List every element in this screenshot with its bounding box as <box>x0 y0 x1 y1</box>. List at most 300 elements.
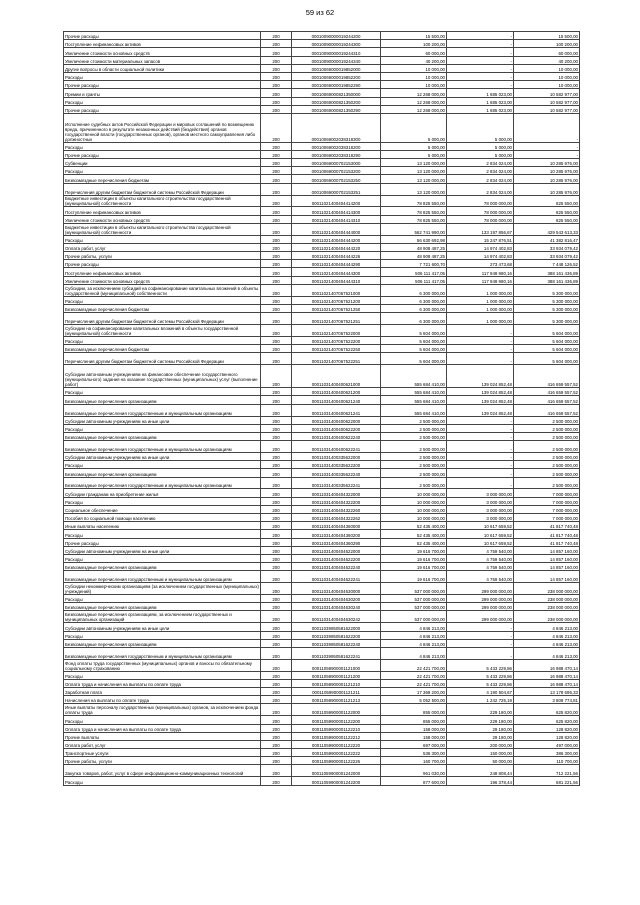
row-remaining: 5 604 000,00 <box>514 324 580 336</box>
row-approved: 78 825 550,00 <box>381 215 447 223</box>
row-budget-code: 00011021400404444300 <box>292 268 381 276</box>
row-executed: 117 949 980,16 <box>447 268 514 276</box>
table-row <box>64 432 580 440</box>
row-code: 200 <box>261 89 292 97</box>
row-code: 200 <box>261 64 292 72</box>
row-budget-code: 00010069000019852290 <box>292 81 381 89</box>
row-code: 200 <box>261 530 292 538</box>
row-approved: 19 616 700,00 <box>381 554 447 562</box>
row-remaining: 13 178 695,33 <box>514 688 580 696</box>
table-row <box>64 595 580 603</box>
row-executed: 29 180,00 <box>447 732 514 740</box>
row-executed: 299 000 000,00 <box>447 603 514 611</box>
row-code: 200 <box>261 396 292 404</box>
row-executed: 3 000 000,00 <box>447 505 514 513</box>
row-name: Увеличение стоимости основных средств <box>64 48 261 56</box>
row-budget-code: 00011031400400622241 <box>292 441 381 453</box>
row-budget-code: 00010090000019244310 <box>292 48 381 56</box>
row-executed: 15 247 876,51 <box>447 235 514 243</box>
row-budget-code: 00011059900001122222 <box>292 749 381 757</box>
row-name: Субсидии гражданам на приобретение жилья <box>64 489 261 497</box>
row-executed: - <box>447 424 514 432</box>
row-code: 200 <box>261 81 292 89</box>
row-approved: 22 421 700,00 <box>381 679 447 687</box>
row-remaining: 712 221,56 <box>514 765 580 777</box>
row-remaining: 238 000 000,00 <box>514 595 580 603</box>
row-name: Расходы <box>64 167 261 175</box>
row-approved: 537 000 000,00 <box>381 595 447 603</box>
row-code: 200 <box>261 243 292 251</box>
table-row <box>64 324 580 336</box>
row-budget-code: 00011021407067522200 <box>292 336 381 344</box>
row-remaining: 3 809 774,81 <box>514 696 580 704</box>
row-remaining: 7 000 000,00 <box>514 505 580 513</box>
row-approved: 7 721 600,70 <box>381 260 447 268</box>
row-name: Прочие расходы <box>64 105 261 113</box>
row-budget-code: 00011021400404444220 <box>292 243 381 251</box>
row-executed: - <box>447 461 514 469</box>
table-row <box>64 304 580 312</box>
row-code: 200 <box>261 679 292 687</box>
row-remaining: 41 817 740,48 <box>514 530 580 538</box>
row-code: 200 <box>261 631 292 639</box>
row-executed: 1 000 000,00 <box>447 296 514 304</box>
row-remaining: 7 000 000,00 <box>514 513 580 521</box>
table-row <box>64 97 580 105</box>
row-budget-code: 00011059900001122226 <box>292 757 381 765</box>
row-code: 200 <box>261 765 292 777</box>
row-budget-code: 00011031400404622240 <box>292 563 381 571</box>
row-executed: 2 834 024,00 <box>447 183 514 195</box>
row-name: Расходы <box>64 554 261 562</box>
table-row <box>64 461 580 469</box>
row-remaining: 2 500 000,00 <box>514 461 580 469</box>
row-name: Безвозмездные перечисления государственным и муниципальным организациям <box>64 477 261 489</box>
row-budget-code: 00011031400404630242 <box>292 611 381 623</box>
row-approved: 19 616 700,00 <box>381 546 447 554</box>
row-approved: 19 616 700,00 <box>381 563 447 571</box>
row-approved: 48 908 487,25 <box>381 252 447 260</box>
row-remaining: 10 000,00 <box>514 72 580 80</box>
row-remaining: 40 200,00 <box>514 56 580 64</box>
row-budget-code: 00011021400404444200 <box>292 235 381 243</box>
table-row <box>64 296 580 304</box>
row-code: 200 <box>261 260 292 268</box>
table-row <box>64 477 580 489</box>
row-budget-code: 00011031400404322262 <box>292 513 381 521</box>
row-name: Расходы <box>64 530 261 538</box>
table-row <box>64 631 580 639</box>
row-name: Исполнение судебных актов Российской Федерации и мировых соглашений по возмещению вреда, причиненного в результате незаконных действий (бездействия) органов государственной власти (государственных органов), органов местного самоуправления либо должностных <box>64 113 261 142</box>
row-code: 200 <box>261 313 292 325</box>
row-executed: 139 024 852,48 <box>447 365 514 388</box>
row-code: 200 <box>261 432 292 440</box>
row-code: 200 <box>261 97 292 105</box>
row-budget-code: 00010069000821350290 <box>292 105 381 113</box>
row-executed: - <box>447 452 514 460</box>
table-row <box>64 749 580 757</box>
row-budget-code: 00011021400404444290 <box>292 260 381 268</box>
row-approved: 158 000,00 <box>381 732 447 740</box>
row-approved: 6 300 000,00 <box>381 284 447 296</box>
row-name: Перечисления другим бюджетам бюджетной системы Российской Федерации <box>64 183 261 195</box>
row-remaining: 15 500,00 <box>514 32 580 40</box>
table-row <box>64 679 580 687</box>
row-code: 200 <box>261 113 292 142</box>
row-executed: - <box>447 441 514 453</box>
row-name: Расходы <box>64 424 261 432</box>
row-name: Расходы <box>64 777 261 785</box>
row-remaining: 416 659 557,52 <box>514 388 580 396</box>
row-budget-code: 00011031400400622240 <box>292 432 381 440</box>
row-code: 200 <box>261 469 292 477</box>
row-remaining: 5 604 000,00 <box>514 353 580 365</box>
row-executed: - <box>447 623 514 631</box>
row-name: Субсидии некоммерческим организациям (за исключением государственных (муниципальных) учреждений) <box>65 584 259 595</box>
table-row <box>64 150 580 158</box>
row-budget-code: 00010069000821350200 <box>292 97 381 105</box>
row-remaining: 5 300 000,00 <box>514 313 580 325</box>
row-approved: 56 630 692,98 <box>381 235 447 243</box>
row-approved: 855 000,00 <box>381 716 447 724</box>
table-row <box>64 424 580 432</box>
row-approved: 52 435 400,00 <box>381 530 447 538</box>
row-remaining: 128 820,00 <box>514 724 580 732</box>
row-budget-code: 00011031400400622200 <box>292 424 381 432</box>
table-row <box>64 603 580 611</box>
row-executed: 5 433 229,86 <box>447 679 514 687</box>
table-row <box>64 538 580 546</box>
row-name: Увеличение стоимости основных средств <box>64 215 261 223</box>
row-budget-code: 00011021400404414310 <box>292 215 381 223</box>
row-code: 200 <box>261 671 292 679</box>
row-executed: - <box>447 40 514 48</box>
row-approved: 2 500 000,00 <box>381 469 447 477</box>
row-code: 200 <box>261 424 292 432</box>
row-approved: 562 741 990,00 <box>381 223 447 235</box>
row-budget-code: 00010069000702153251 <box>292 183 381 195</box>
row-approved: 6 300 000,00 <box>381 313 447 325</box>
row-approved: 537 000 000,00 <box>381 611 447 623</box>
row-remaining: 14 857 160,00 <box>514 563 580 571</box>
row-budget-code: 00010090000019244340 <box>292 56 381 64</box>
row-code: 200 <box>261 546 292 554</box>
table-row <box>64 142 580 150</box>
table-row <box>64 497 580 505</box>
row-executed: 196 378,44 <box>447 777 514 785</box>
row-budget-code: 00011031400404622200 <box>292 554 381 562</box>
row-executed: 229 180,00 <box>447 704 514 716</box>
row-executed: 5 000,00 <box>447 142 514 150</box>
row-code: 200 <box>261 595 292 603</box>
row-remaining: 388 161 436,89 <box>514 276 580 284</box>
table-row <box>64 469 580 477</box>
row-budget-code: 00011031400404322000 <box>292 489 381 497</box>
row-budget-code: 00011059900001122220 <box>292 740 381 748</box>
row-approved: 10 000,00 <box>381 81 447 89</box>
row-budget-code: 00011039950581622000 <box>292 623 381 631</box>
row-executed: - <box>447 56 514 64</box>
table-row <box>64 583 580 595</box>
row-executed: - <box>447 647 514 659</box>
row-code: 200 <box>261 583 292 595</box>
row-name: Безвозмездные перечисления организациям <box>64 396 261 404</box>
row-code: 200 <box>261 175 292 183</box>
row-budget-code: 00011059900001242200 <box>292 777 381 785</box>
row-budget-code: 00011031400335622241 <box>292 477 381 489</box>
row-budget-code: 00011021407067522251 <box>292 353 381 365</box>
row-budget-code: 00011021407067522000 <box>292 324 381 336</box>
row-code: 200 <box>261 740 292 748</box>
row-name: Оплата труда и начисления на выплаты по оплате труда <box>64 679 261 687</box>
row-approved: 961 030,00 <box>381 765 447 777</box>
row-executed: 78 000 000,00 <box>447 207 514 215</box>
row-executed: 4 759 540,00 <box>447 571 514 583</box>
table-row <box>64 554 580 562</box>
table-row <box>64 89 580 97</box>
row-approved: 78 825 550,00 <box>381 207 447 215</box>
row-approved: 160 700,00 <box>381 757 447 765</box>
row-approved: 2 500 000,00 <box>381 461 447 469</box>
row-budget-code: 00011021407067522250 <box>292 345 381 353</box>
row-approved: 19 616 700,00 <box>381 571 447 583</box>
row-name: Расходы <box>64 631 261 639</box>
row-executed: 1 000 000,00 <box>447 304 514 312</box>
row-budget-code: 00011059900001121000 <box>292 659 381 671</box>
row-executed: - <box>447 353 514 365</box>
row-remaining: 128 820,00 <box>514 732 580 740</box>
row-executed: 4 759 540,00 <box>447 554 514 562</box>
row-code: 200 <box>261 497 292 505</box>
table-row <box>64 704 580 716</box>
row-executed: - <box>447 477 514 489</box>
row-executed: 299 000 000,00 <box>447 583 514 595</box>
row-approved: 2 500 000,00 <box>381 416 447 424</box>
row-executed: 50 000,00 <box>447 757 514 765</box>
row-executed: 4 759 540,00 <box>447 563 514 571</box>
row-executed: 5 433 229,86 <box>447 659 514 671</box>
row-budget-code: 00010069000702153200 <box>292 167 381 175</box>
row-approved: 78 825 550,00 <box>381 195 447 207</box>
row-code: 200 <box>261 223 292 235</box>
row-name: Субсидии автономным учреждениям на иные цели <box>64 623 261 631</box>
row-approved: 2 500 000,00 <box>381 452 447 460</box>
row-code: 200 <box>261 416 292 424</box>
row-approved: 2 500 000,00 <box>381 477 447 489</box>
row-approved: 877 600,00 <box>381 777 447 785</box>
row-code: 200 <box>261 404 292 416</box>
row-budget-code: 00011031400404622241 <box>292 571 381 583</box>
row-approved: 13 120 000,00 <box>381 175 447 183</box>
table-row <box>64 215 580 223</box>
row-approved: 697 000,00 <box>381 740 447 748</box>
table-row <box>64 175 580 183</box>
row-approved: 5 604 000,00 <box>381 353 447 365</box>
table-row <box>64 688 580 696</box>
row-approved: 506 111 417,05 <box>381 268 447 276</box>
row-name: Безвозмездные перечисления государственным и муниципальным организациям <box>64 404 261 416</box>
row-executed: 78 000 000,00 <box>447 195 514 207</box>
row-approved: 22 421 700,00 <box>381 659 447 671</box>
row-executed: - <box>447 432 514 440</box>
row-remaining: 2 500 000,00 <box>514 441 580 453</box>
row-name: Расходы <box>64 72 261 80</box>
table-row <box>64 284 580 296</box>
row-executed: 139 024 852,48 <box>447 388 514 396</box>
row-executed: 3 000 000,00 <box>447 513 514 521</box>
table-row <box>64 724 580 732</box>
row-name: Пособия по социальной помощи населению <box>64 513 261 521</box>
table-row <box>64 659 580 671</box>
row-remaining: 10 285 976,00 <box>514 159 580 167</box>
row-executed: 10 617 659,52 <box>447 538 514 546</box>
row-code: 200 <box>261 522 292 530</box>
row-executed: 78 000 000,00 <box>447 215 514 223</box>
row-name: Перечисления другим бюджетам бюджетной системы Российской Федерации <box>64 313 261 325</box>
row-budget-code: 00011021400404444310 <box>292 276 381 284</box>
row-name: Оплата работ, услуг <box>64 243 261 251</box>
row-name: Иные выплаты населению <box>64 522 261 530</box>
row-name: Заработная плата <box>64 688 261 696</box>
row-approved: 5 000,00 <box>381 142 447 150</box>
row-budget-code: 00010069002038318300 <box>292 113 381 142</box>
row-remaining: 2 500 000,00 <box>514 416 580 424</box>
row-name: Начисления на выплаты по оплате труда <box>64 696 261 704</box>
table-row <box>64 732 580 740</box>
row-approved: 5 000,00 <box>381 150 447 158</box>
row-remaining: 416 659 557,52 <box>514 404 580 416</box>
budget-table <box>63 31 580 786</box>
row-code: 200 <box>261 183 292 195</box>
row-approved: 13 120 000,00 <box>381 159 447 167</box>
row-name: Расходы <box>64 595 261 603</box>
row-approved: 13 120 000,00 <box>381 167 447 175</box>
row-code: 200 <box>261 296 292 304</box>
row-approved: 52 435 400,00 <box>381 522 447 530</box>
row-budget-code: 00011031400400621000 <box>292 365 381 388</box>
row-approved: 10 000,00 <box>381 72 447 80</box>
row-approved: 40 200,00 <box>381 56 447 64</box>
row-remaining: 625 820,00 <box>514 716 580 724</box>
row-budget-code: 00011059900001121211 <box>292 688 381 696</box>
row-name: Расходы <box>64 497 261 505</box>
row-approved: 22 421 700,00 <box>381 671 447 679</box>
row-remaining: 10 582 977,00 <box>514 97 580 105</box>
table-row <box>64 105 580 113</box>
row-budget-code: 00011031400404630000 <box>292 583 381 595</box>
table-row <box>64 639 580 647</box>
table-row <box>64 611 580 623</box>
row-code: 200 <box>261 571 292 583</box>
row-approved: 537 000 000,00 <box>381 583 447 595</box>
row-code: 200 <box>261 353 292 365</box>
row-budget-code: 00010069000702153250 <box>292 175 381 183</box>
table-row <box>64 64 580 72</box>
row-code: 200 <box>261 659 292 671</box>
row-executed: 14 974 402,83 <box>447 252 514 260</box>
row-budget-code: 00010090000019244200 <box>292 32 381 40</box>
table-row <box>64 671 580 679</box>
row-code: 200 <box>261 757 292 765</box>
row-executed: 1 685 023,00 <box>447 97 514 105</box>
table-row <box>64 113 580 142</box>
row-budget-code: 00011031400404360290 <box>292 538 381 546</box>
row-executed: - <box>447 64 514 72</box>
row-budget-code: 00010069000702153000 <box>292 159 381 167</box>
table-row <box>64 522 580 530</box>
row-code: 200 <box>261 513 292 521</box>
row-remaining: 10 582 977,00 <box>514 105 580 113</box>
row-remaining: 10 582 977,00 <box>514 89 580 97</box>
row-name: Прочие работы, услуги <box>64 757 261 765</box>
row-code: 200 <box>261 538 292 546</box>
row-approved: 17 369 200,00 <box>381 688 447 696</box>
row-executed: 248 808,44 <box>447 765 514 777</box>
row-executed: - <box>447 469 514 477</box>
row-remaining: 238 000 000,00 <box>514 611 580 623</box>
row-approved: 5 604 000,00 <box>381 345 447 353</box>
row-budget-code: 00011031400335622000 <box>292 452 381 460</box>
row-code: 200 <box>261 461 292 469</box>
row-executed: 1 000 000,00 <box>447 284 514 296</box>
table-row <box>64 416 580 424</box>
table-row <box>64 623 580 631</box>
row-code: 200 <box>261 639 292 647</box>
row-code: 200 <box>261 611 292 623</box>
row-remaining: 4 846 213,00 <box>514 647 580 659</box>
row-budget-code: 00011031400404322200 <box>292 497 381 505</box>
row-approved: 48 908 487,25 <box>381 243 447 251</box>
row-code: 200 <box>261 441 292 453</box>
row-approved: 5 052 500,00 <box>381 696 447 704</box>
table-row <box>64 207 580 215</box>
row-name: Расходы <box>64 461 261 469</box>
row-name: Перечисления другим бюджетам бюджетной системы Российской Федерации <box>64 353 261 365</box>
table-row <box>64 765 580 777</box>
row-budget-code: 00011059900001122000 <box>292 704 381 716</box>
row-remaining: 238 000 000,00 <box>514 583 580 595</box>
row-remaining: 10 000,00 <box>514 81 580 89</box>
row-code: 200 <box>261 284 292 296</box>
row-code: 200 <box>261 215 292 223</box>
row-executed: 2 834 024,00 <box>447 175 514 183</box>
row-code: 200 <box>261 647 292 659</box>
row-name: Расходы <box>64 336 261 344</box>
table-row <box>64 396 580 404</box>
row-budget-code: 00011031400400621240 <box>292 396 381 404</box>
row-remaining: 10 285 976,00 <box>514 183 580 195</box>
row-name: Фонд оплаты труда государственных (муниципальных) органов и взносы по обязательному социальному страхованию <box>64 659 261 671</box>
row-name: Оплата труда и начисления на выплаты по оплате труда <box>64 724 261 732</box>
row-budget-code: 00011059900001122200 <box>292 716 381 724</box>
row-code: 200 <box>261 563 292 571</box>
row-name: Субвенции <box>64 159 261 167</box>
table-row <box>64 404 580 416</box>
row-executed: 273 473,68 <box>447 260 514 268</box>
row-remaining: 5 300 000,00 <box>514 304 580 312</box>
row-executed: 150 000,00 <box>447 749 514 757</box>
row-name: Расходы <box>64 716 261 724</box>
table-row <box>64 159 580 167</box>
row-code: 200 <box>261 142 292 150</box>
row-budget-code: 00011031400400621241 <box>292 404 381 416</box>
row-name: Субсидии на софинансирование капитальных вложений в объекты государственной (муниципальной) собственности <box>64 324 261 336</box>
row-name: Субсидии, за исключением субсидий на софинансирование капитальных вложений в объекты государственной (муниципальной) собственности <box>64 284 261 296</box>
table-row <box>64 313 580 325</box>
row-approved: 555 684 410,00 <box>381 396 447 404</box>
row-remaining: - <box>514 142 580 150</box>
row-approved: 52 435 400,00 <box>381 538 447 546</box>
